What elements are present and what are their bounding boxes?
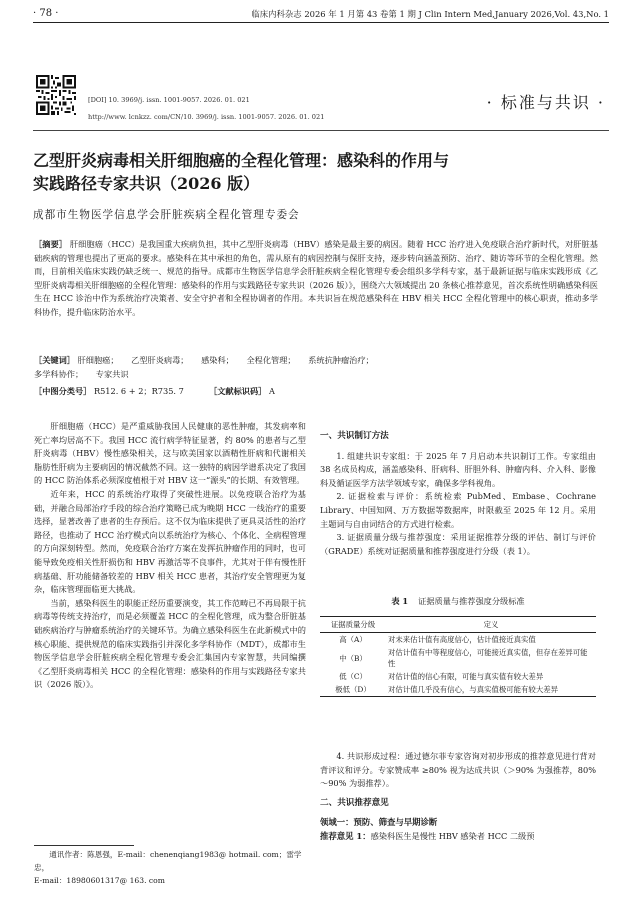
table-row <box>320 670 596 683</box>
table-caption-text: 证据质量与推荐强度分级标准 <box>418 596 525 606</box>
keyword: 肝细胞癌； <box>77 355 119 365</box>
section-tag: · 标准与共识 · <box>486 93 605 112</box>
body-right-column-continued <box>320 750 596 844</box>
page-number: · 78 · <box>33 8 59 19</box>
recommendation-text: 感染科医生是慢性 HBV 感染者 HCC 二级预 <box>370 830 535 841</box>
paragraph: 3. 证据质量分级与推荐强度：采用证据推荐分级的评估、制订与评价（GRADE）系统对证据质量和推荐强度进行分级（表 1）。 <box>320 532 596 556</box>
recommendation <box>320 830 596 844</box>
paragraph: 4. 共识形成过程：通过德尔菲专家咨询对初步形成的推荐意见进行背对背评议和评分。专家赞成率 ≥80% 视为达成共识（＞90% 为强推荐，80% ～90% 为弱推荐）。 <box>320 751 596 789</box>
abstract-label: ［摘要］ <box>34 239 68 249</box>
keywords-label: ［关键词］ <box>34 355 75 365</box>
table-caption <box>320 596 596 607</box>
table-cell-grade: 低（C） <box>339 672 367 681</box>
domain-heading: 领域一：预防、筛查与早期诊断 <box>320 817 438 828</box>
keyword: 专家共识 <box>95 368 129 379</box>
recommendation-label: 推荐意见 1： <box>320 830 371 841</box>
paragraph: 近年来，HCC 的系统治疗取得了突破性进展。以免疫联合治疗为基础，并融合局部治疗手段的综合治疗策略已成为晚期 HCC 一线治疗的重要选择，显著改善了患者的生存预后。这不仅为临床提供了更具灵活性的治疗路径，也推动了 HCC 治疗模式向以系统治疗为核心、个体化、全病程管理的方向深刻转型。然而，免疫联合治疗方案在发挥抗肿瘤作用的同时，也可能导致免疫相关性肝损伤和 HBV 再激活等不良事件，尤其对于伴有慢性肝病基础、肝功能储备较差的 HBV 相关 HCC 患者，其治疗安全管理更为复杂，临床管理面临更大挑战。 <box>34 488 306 595</box>
clc-value: R512. 6 + 2；R735. 7 <box>93 386 184 396</box>
section-heading: 一、共识制订方法 <box>320 431 389 441</box>
corresponding-author-footnote <box>34 848 306 887</box>
footnote-line: 通讯作者：陈恩强，E-mail：chenenqiang1983@ hotmail. com；雷学忠， <box>34 850 302 872</box>
clc-label: ［中图分类号］ <box>34 386 92 396</box>
keyword: 乙型肝炎病毒； <box>131 355 189 365</box>
table-cell-definition: 对估计值几乎没有信心，与真实值极可能有较大差异 <box>386 683 596 697</box>
section-heading: 二、共识推荐意见 <box>320 797 389 808</box>
evidence-grade-table <box>320 616 596 697</box>
table-cell-grade: 中（B） <box>339 653 367 663</box>
doi-link[interactable]: [DOI] 10. 3969/j. issn. 1001-9057. 2026. 01. 021 <box>88 96 250 104</box>
qr-code-icon <box>36 75 76 115</box>
table-header: 定义 <box>386 617 596 633</box>
doc-code-value: A <box>268 386 275 396</box>
header-divider <box>33 130 609 131</box>
footnote-divider <box>34 845 134 846</box>
authors: 成都市生物医学信息学会肝脏疾病全程化管理专委会 <box>33 209 300 221</box>
table-cell-definition: 对估计值的信心有限，可能与真实值有较大差异 <box>388 672 544 681</box>
title-line-1: 乙型肝炎病毒相关肝细胞癌的全程化管理：感染科的作用与 <box>33 151 450 170</box>
table-header: 证据质量分级 <box>320 617 386 633</box>
title-line-2: 实践路径专家共识（2026 版） <box>33 174 260 193</box>
paragraph: 当前，感染科医生的职能正经历重要演变，其工作范畴已不再局限于抗病毒等传统支持治疗，而是必须覆盖 HCC 的全程化管理，成为整合肝脏基础疾病治疗与肿瘤系统治疗的关键环节。为确立感染科医生在此新模式中的核心职能、提供规范的临床实践指引并深化多学科协作（MDT），成都市生物医学信息学会肝脏疾病全程化管理专委会汇集国内专家智慧，共同编撰《乙型肝炎病毒相关 HCC 的全程化管理：感染科的作用与实践路径专家共识（2026 版）》。 <box>34 597 306 690</box>
table-row <box>320 646 596 670</box>
table-cell-grade: 极低（D） <box>320 683 386 697</box>
abstract <box>34 238 598 320</box>
body-right-column <box>320 424 596 558</box>
keyword: 多学科协作； <box>34 368 84 379</box>
doc-code-label: ［文献标识码］ <box>209 386 267 396</box>
paragraph: 2. 证据检索与评价：系统检索 PubMed、Embase、Cochrane Library、中国知网、万方数据等数据库，时限截至 2025 年 12 月。采用主题词与自由词结合的方式进行检索。 <box>320 491 596 529</box>
table-cell-definition: 对估计值有中等程度信心，可能接近真实值，但存在差异可能性 <box>388 648 588 668</box>
article-title <box>33 149 603 195</box>
table-row <box>320 633 596 647</box>
table-caption-label: 表 1 <box>391 596 409 606</box>
running-head: 临床内科杂志 2026 年 1 月第 43 卷第 1 期 J Clin Intern Med,January 2026,Vol. 43,No. 1 <box>251 9 609 19</box>
keyword: 全程化管理； <box>246 355 296 365</box>
paragraph: 1. 组建共识专家组：于 2025 年 7 月启动本共识制订工作。专家组由 38 名成员构成，涵盖感染科、肝病科、肝胆外科、肿瘤内科、介入科、影像科及循证医学方法学领域专家，确保多学科视角。 <box>320 450 596 488</box>
keyword: 系统抗肿瘤治疗； <box>308 355 374 365</box>
body-left-column <box>34 420 306 692</box>
keywords <box>34 354 594 381</box>
keyword: 感染科； <box>201 355 234 365</box>
footnote-line: E-mail：18980601317@ 163. com <box>34 876 165 885</box>
classification <box>34 386 275 397</box>
table-cell-grade: 高（A） <box>339 635 367 644</box>
paragraph: 肝细胞癌（HCC）是严重威胁我国人民健康的恶性肿瘤，其发病率和死亡率均居高不下。我国 HCC 流行病学特征显著，约 80% 的患者与乙型肝炎病毒（HBV）慢性感染相关，这与欧美国家以酒精性肝病和代谢相关脂肪性肝病为主要病因的情况截然不同。这一独特的病因学谱系决定了我国的 HCC 防治体系必须深度植根于对 HBV 这一“源头”的长期、有效管理。 <box>34 421 306 486</box>
table-cell-definition: 对未来估计值有高度信心，估计值接近真实值 <box>388 635 536 644</box>
abstract-text: 肝细胞癌（HCC）是我国重大疾病负担，其中乙型肝炎病毒（HBV）感染是最主要的病因。随着 HCC 治疗进入免疫联合治疗新时代，对肝脏基础疾病的管理也提出了更高的要求。感染科在其中承担的角色，需从原有的病因控制与保肝支持，逐步转向涵盖预防、治疗、随访等环节的全程化管理。然而，目前相关临床实践仍缺乏统一、规范的指导。成都市生物医学信息学会肝脏疾病全程化管理专委会组织多学科专家，基于最新证据与临床实践形成《乙型肝炎病毒相关肝细胞癌的全程化管理：感染科的作用与实践路径专家共识（2026 版）》，围绕六大领域提出 20 条核心推荐意见，首次系统性明确感染科医生在 HCC 诊治中作为系统治疗决策者、安全守护者和全程协调者的作用。本共识旨在规范感染科在 HBV 相关 HCC 全程化管理中的核心职责，推动多学科协作，提升临床防治水平。 <box>34 239 598 317</box>
article-url-link[interactable]: http://www. lcnkzz. com/CN/10. 3969/j. issn. 1001-9057. 2026. 01. 021 <box>88 113 325 121</box>
table-row <box>320 683 596 697</box>
header-rule <box>33 22 609 23</box>
